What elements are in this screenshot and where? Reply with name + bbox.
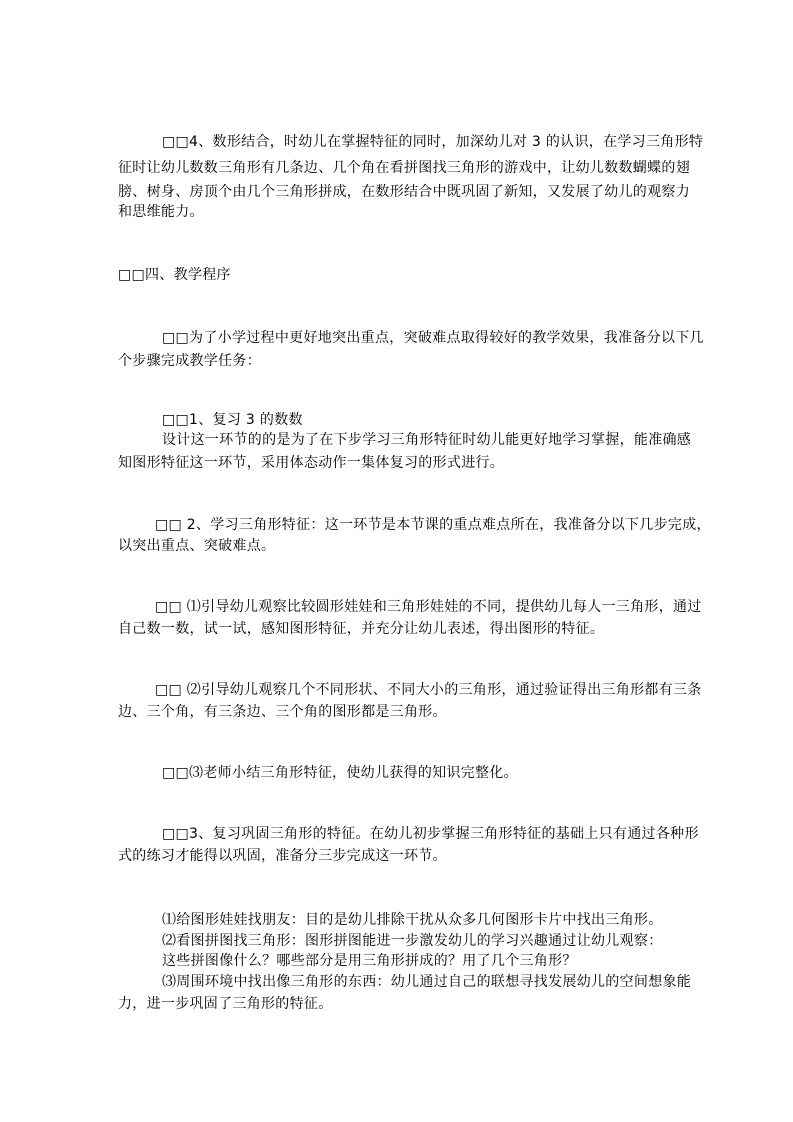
paragraph-1-line-3: 膀、树身、房顶个由几个三角形拼成，在数形结合中既巩固了新知，又发展了幼儿的观察力 <box>118 184 690 200</box>
paragraph-2-line-1: □□为了小学过程中更好地突出重点，突破难点取得较好的教学效果，我准备分以下几 <box>162 330 704 346</box>
step-3-item-2-cont: 这些拼图像什么？哪些部分是用三角形拼成的？用了几个三角形？ <box>162 953 577 969</box>
paragraph-1-line-4: 和思维能力。 <box>118 204 204 220</box>
step-3-item-3: ⑶周围环境中找出像三角形的东西：幼儿通过自己的联想寻找发展幼儿的空间想象能 <box>162 974 692 990</box>
step-2c-line: □□⑶老师小结三角形特征，使幼儿获得的知识完整化。 <box>162 765 518 781</box>
step-3-item-1: ⑴给图形娃娃找朋友：目的是幼儿排除干扰从众多几何图形卡片中找出三角形。 <box>162 912 663 928</box>
step-2b-line-2: 边、三个角，有三条边、三个角的图形都是三角形。 <box>118 704 447 720</box>
paragraph-1-line-1: □□4、数形结合，时幼儿在掌握特征的同时，加深幼儿对 3 的认识，在学习三角形特 <box>162 134 704 150</box>
step-2a-line-1: □□ ⑴引导幼儿观察比较圆形娃娃和三角形娃娃的不同，提供幼儿每人一三角形，通过 <box>155 599 702 615</box>
step-2b-line-1: □□ ⑵引导幼儿观察几个不同形状、不同大小的三角形，通过验证得出三角形都有三条 <box>155 682 702 698</box>
step-2a-line-2: 自己数一数，试一试，感知图形特征，并充分让幼儿表述，得出图形的特征。 <box>118 621 605 637</box>
paragraph-1-line-2: 征时让幼儿数数三角形有几条边、几个角在看拼图找三角形的游戏中，让幼儿数数蝴蝶的翅 <box>118 160 690 176</box>
paragraph-2-line-2: 个步骤完成教学任务： <box>118 353 261 369</box>
step-2-line-1: □□ 2、学习三角形特征：这一环节是本节课的重点难点所在，我准备分以下几步完成， <box>155 517 711 533</box>
section-heading: □□四、教学程序 <box>118 267 231 283</box>
step-3-item-2: ⑵看图拼图找三角形：图形拼图能进一步激发幼儿的学习兴趣通过让幼儿观察： <box>162 933 663 949</box>
step-3-item-3-cont: 力，进一步巩固了三角形的特征。 <box>118 996 333 1012</box>
step-3-line-2: 式的练习才能得以巩固，准备分三步完成这一环节。 <box>118 848 447 864</box>
step-2-line-2: 以突出重点、突破难点。 <box>118 538 276 554</box>
step-1-line-1: 设计这一环节的的是为了在下步学习三角形特征时幼儿能更好地学习掌握，能准确感 <box>162 432 692 448</box>
step-1-line-2: 知图形特征这一环节，采用体态动作一集体复习的形式进行。 <box>118 455 505 471</box>
step-1-title: □□1、复习 3 的数数 <box>162 412 303 428</box>
step-3-line-1: □□3、复习巩固三角形的特征。在幼儿初步掌握三角形特征的基础上只有通过各种形 <box>162 826 699 842</box>
